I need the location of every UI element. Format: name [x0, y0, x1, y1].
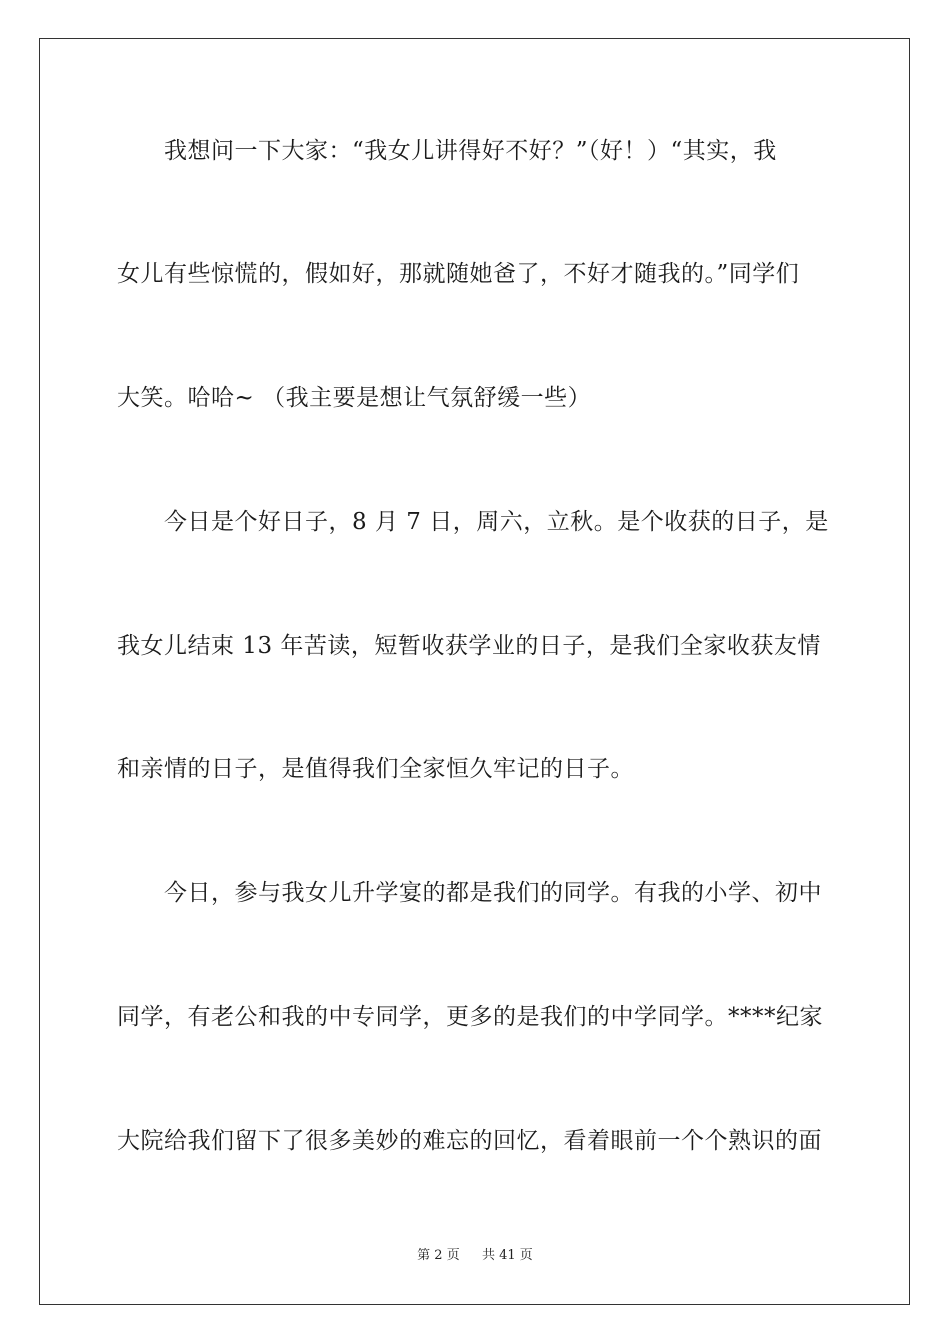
- text-line-9: 大院给我们留下了很多美妙的难忘的回忆，看着眼前一个个熟识的面: [117, 1128, 822, 1154]
- text-line-5: 我女儿结束 13 年苦读，短暂收获学业的日子，是我们全家收获友情: [117, 633, 821, 659]
- page-number: 第 2 页: [417, 1248, 460, 1263]
- text-line-2: 女儿有些惊慌的，假如好，那就随她爸了，不好才随我的。”同学们: [117, 261, 800, 287]
- text-line-1: 我想问一下大家：“我女儿讲得好不好？”（好！）“其实，我: [164, 138, 777, 164]
- text-line-4: 今日是个好日子，8 月 7 日，周六，立秋。是个收获的日子，是: [164, 509, 829, 535]
- page-footer: [0, 1247, 950, 1265]
- page-border: [39, 38, 910, 1305]
- text-line-3: 大笑。哈哈~ （我主要是想让气氛舒缓一些）: [117, 385, 592, 411]
- total-pages: 共 41 页: [482, 1248, 533, 1263]
- text-line-7: 今日，参与我女儿升学宴的都是我们的同学。有我的小学、初中: [164, 880, 822, 906]
- text-line-6: 和亲情的日子，是值得我们全家恒久牢记的日子。: [117, 756, 634, 782]
- text-line-8: 同学，有老公和我的中专同学，更多的是我们的中学同学。****纪家: [117, 1004, 823, 1030]
